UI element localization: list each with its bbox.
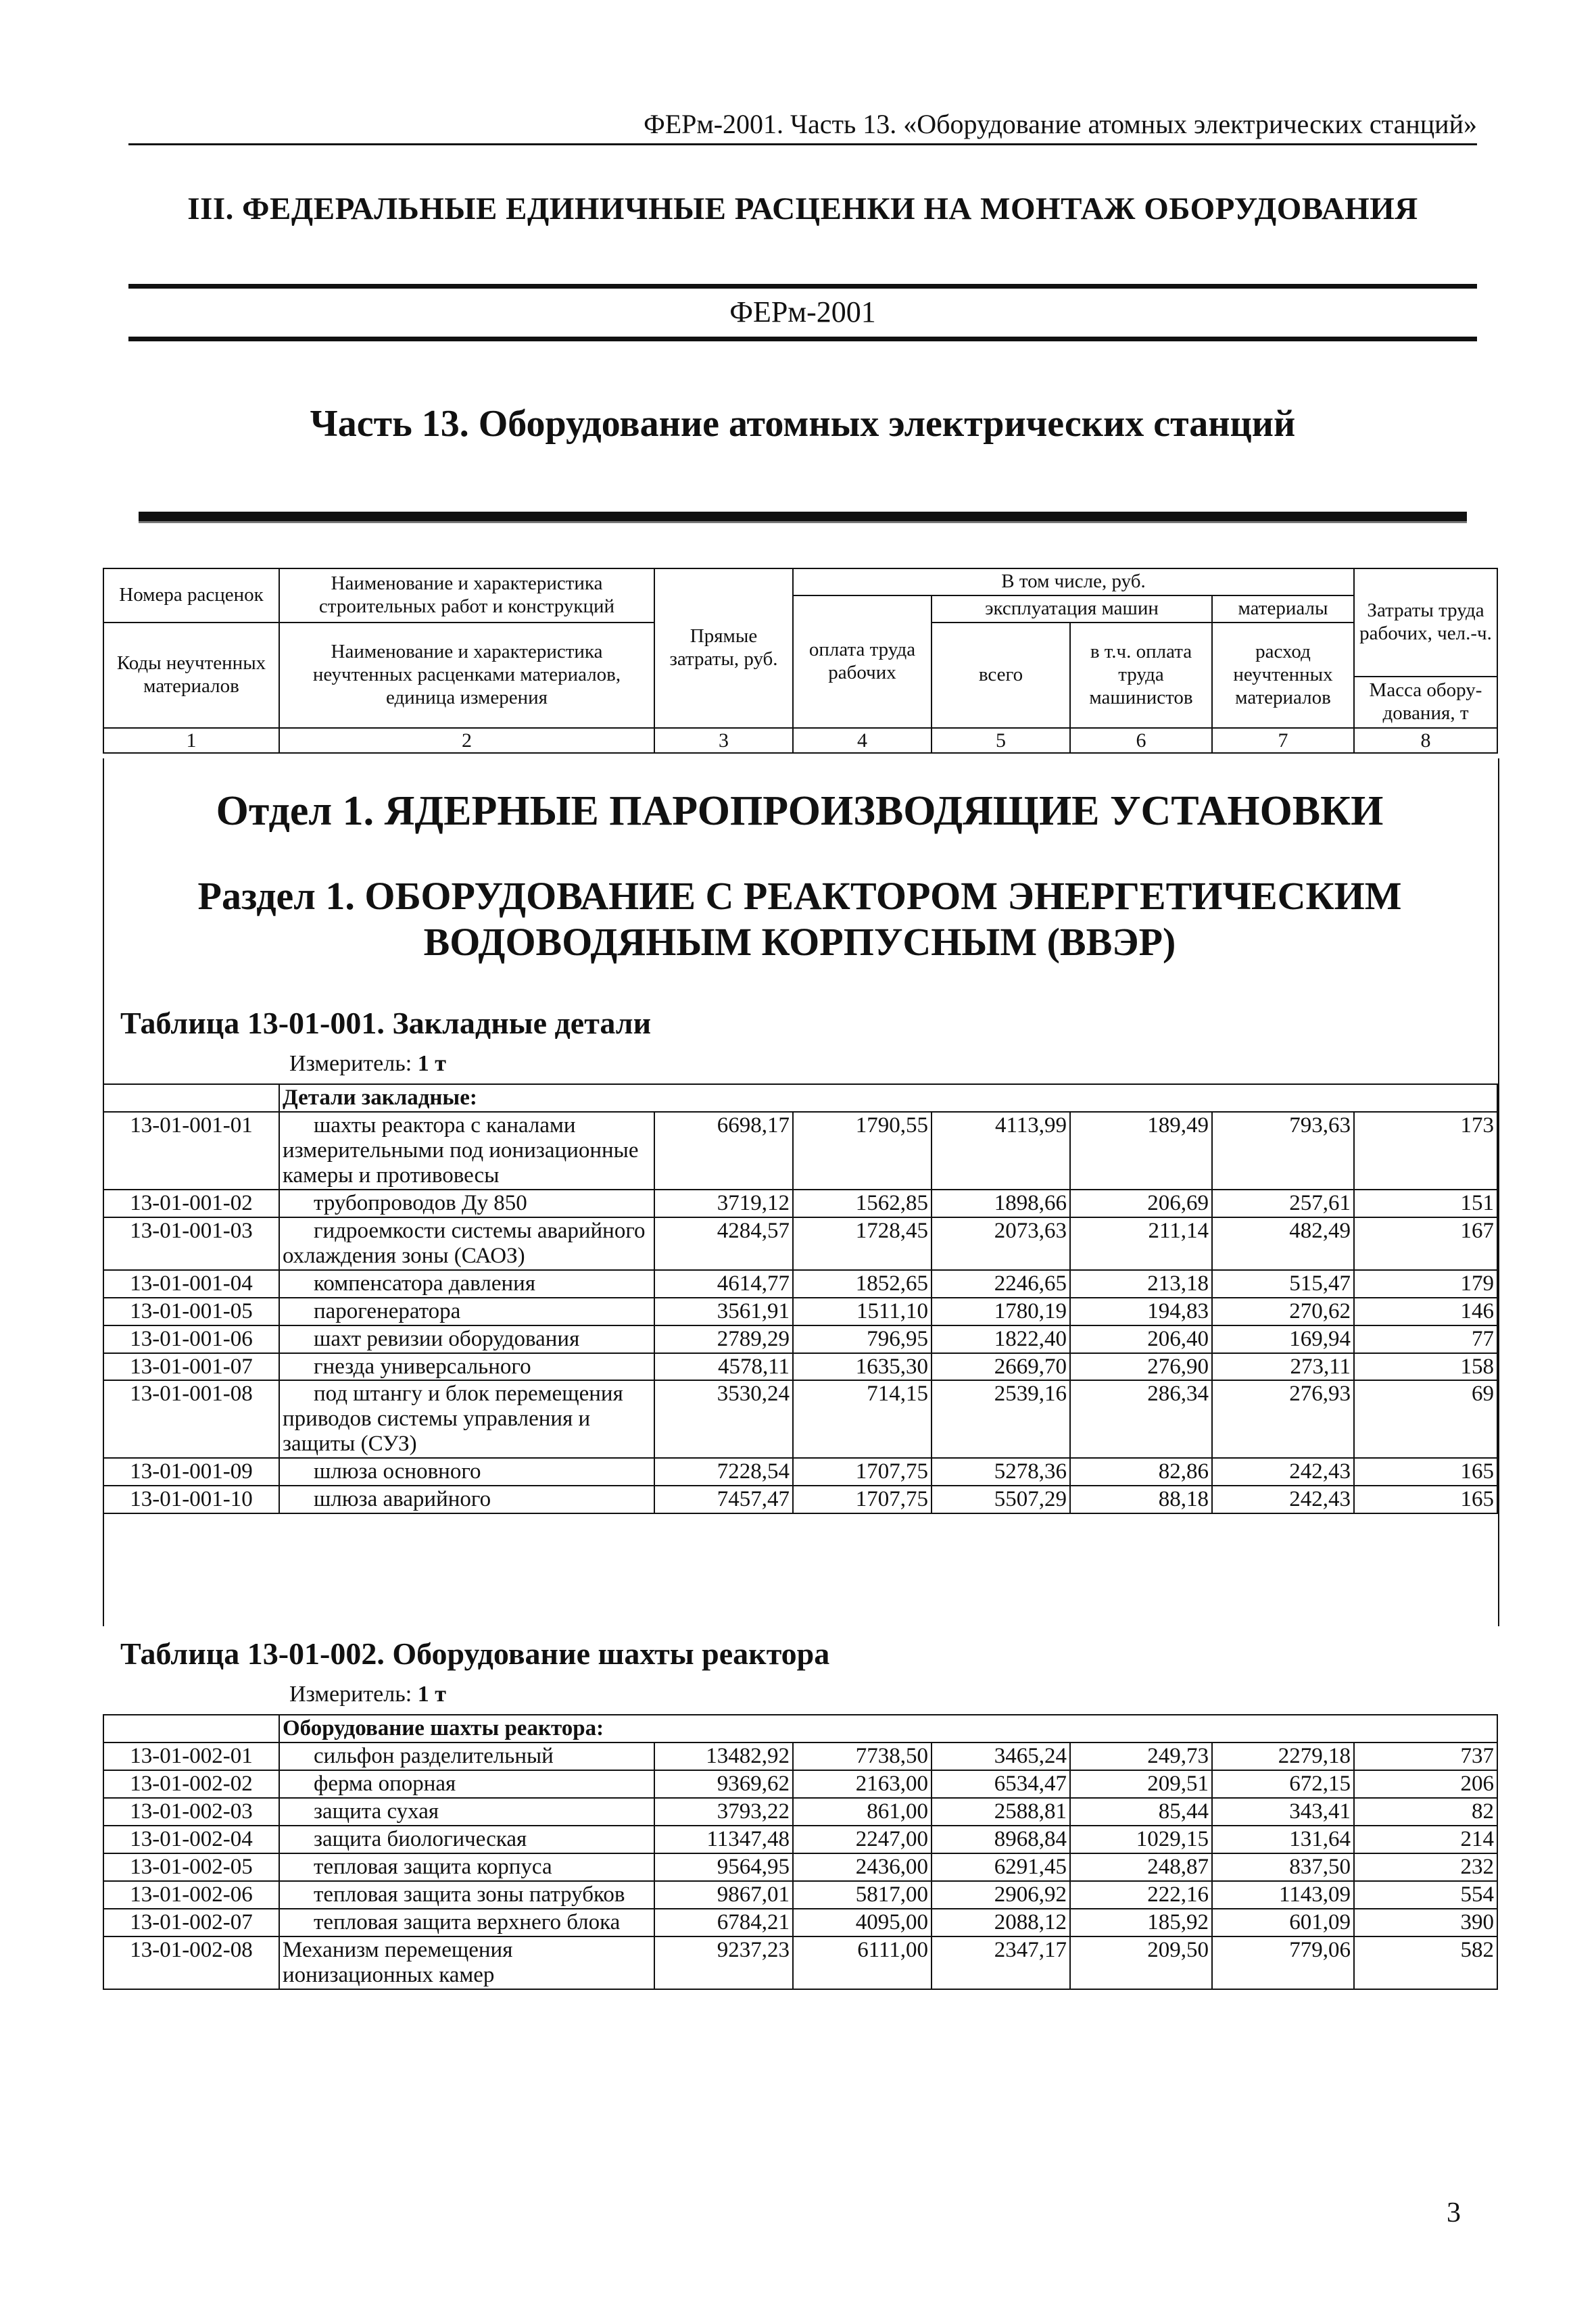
materials-cell: 242,43 xyxy=(1212,1458,1354,1486)
part-title: Часть 13. Оборудование атомных электрических станций xyxy=(310,403,1296,445)
table1-body xyxy=(103,1084,1497,1513)
work-name-text: под штангу и блок перемещения приводов системы управления и защиты (СУЗ) xyxy=(283,1382,623,1457)
header-machines-total: всего xyxy=(932,623,1070,728)
labor-pay-cell: 1707,75 xyxy=(793,1458,932,1486)
labor-hours-cell: 582 xyxy=(1354,1936,1497,1989)
labor-pay-cell: 1511,10 xyxy=(793,1298,932,1325)
column-number: 7 xyxy=(1212,728,1354,753)
machines-total-cell: 1780,19 xyxy=(932,1298,1070,1325)
machinists-pay-cell: 213,18 xyxy=(1070,1270,1212,1298)
materials-cell: 601,09 xyxy=(1212,1909,1354,1936)
direct-costs-cell: 6784,21 xyxy=(654,1909,793,1936)
labor-pay-cell: 861,00 xyxy=(793,1798,932,1826)
direct-costs-cell: 4284,57 xyxy=(654,1217,793,1270)
direct-costs-cell: 3793,22 xyxy=(654,1798,793,1826)
group-code-cell xyxy=(103,1084,279,1112)
labor-hours-cell: 77 xyxy=(1354,1325,1497,1353)
table-row xyxy=(103,1298,1497,1325)
table-row xyxy=(103,1798,1497,1826)
table-row xyxy=(103,1770,1497,1798)
rate-code-cell: 13-01-001-10 xyxy=(103,1486,279,1513)
materials-cell: 343,41 xyxy=(1212,1798,1354,1826)
table1-measure-label: Измеритель: xyxy=(289,1051,412,1076)
table-row xyxy=(103,1380,1497,1458)
table2-measure-value: 1 т xyxy=(417,1682,446,1707)
table-row xyxy=(103,1881,1497,1909)
labor-hours-cell: 158 xyxy=(1354,1353,1497,1381)
machines-total-cell: 2073,63 xyxy=(932,1217,1070,1270)
machines-total-cell: 5507,29 xyxy=(932,1486,1070,1513)
machinists-pay-cell: 194,83 xyxy=(1070,1298,1212,1325)
column-number: 2 xyxy=(279,728,654,753)
work-name-text: тепловая защита зоны патрубков xyxy=(314,1882,625,1907)
rate-code-cell: 13-01-002-02 xyxy=(103,1770,279,1798)
header-col1-bottom: Коды неучтенных материалов xyxy=(103,623,279,728)
table-row xyxy=(103,1325,1497,1353)
machines-total-cell: 5278,36 xyxy=(932,1458,1070,1486)
materials-cell: 482,49 xyxy=(1212,1217,1354,1270)
work-name-text: шлюза аварийного xyxy=(314,1487,491,1512)
work-name-cell xyxy=(279,1770,654,1798)
work-name-cell xyxy=(279,1826,654,1853)
header-machines-incl: в т.ч. оплата труда машинистов xyxy=(1070,623,1212,728)
direct-costs-cell: 4614,77 xyxy=(654,1270,793,1298)
running-head: ФЕРм-2001. Часть 13. «Оборудование атомных электрических станций» xyxy=(644,109,1477,139)
work-name-cell xyxy=(279,1881,654,1909)
rate-code-cell: 13-01-002-01 xyxy=(103,1743,279,1770)
table-row xyxy=(103,1217,1497,1270)
machinists-pay-cell: 206,69 xyxy=(1070,1190,1212,1217)
materials-cell: 779,06 xyxy=(1212,1936,1354,1989)
header-mass: Масса обору-дования, т xyxy=(1354,677,1497,728)
table2 xyxy=(103,1714,1498,1990)
code-line: ФЕРм-2001 xyxy=(729,295,876,328)
rate-code-cell: 13-01-001-01 xyxy=(103,1112,279,1190)
table1 xyxy=(103,1083,1498,1514)
labor-pay-cell: 7738,50 xyxy=(793,1743,932,1770)
labor-pay-cell: 2436,00 xyxy=(793,1853,932,1881)
machines-total-cell: 4113,99 xyxy=(932,1112,1070,1190)
direct-costs-cell: 3530,24 xyxy=(654,1380,793,1458)
direct-costs-cell: 13482,92 xyxy=(654,1743,793,1770)
machines-total-cell: 6534,47 xyxy=(932,1770,1070,1798)
materials-cell: 793,63 xyxy=(1212,1112,1354,1190)
table2-measure xyxy=(289,1682,446,1707)
table2-title: Таблица 13-01-002. Оборудование шахты реактора xyxy=(120,1636,830,1671)
labor-pay-cell: 714,15 xyxy=(793,1380,932,1458)
labor-hours-cell: 232 xyxy=(1354,1853,1497,1881)
labor-hours-cell: 214 xyxy=(1354,1826,1497,1853)
rate-code-cell: 13-01-002-06 xyxy=(103,1881,279,1909)
machines-total-cell: 8968,84 xyxy=(932,1826,1070,1853)
header-labor-pay: оплата труда рабочих xyxy=(793,595,932,728)
table-row xyxy=(103,1909,1497,1936)
work-name-text: тепловая защита корпуса xyxy=(314,1854,552,1879)
header-incl: В том числе, руб. xyxy=(793,568,1354,595)
rate-code-cell: 13-01-001-03 xyxy=(103,1217,279,1270)
table1-title: Таблица 13-01-001. Закладные детали xyxy=(120,1006,652,1040)
code-rule-top xyxy=(128,284,1477,289)
header-col2-bottom: Наименование и характеристика неучтенных расценками материалов, единица измерения xyxy=(279,623,654,728)
header-col1-top: Номера расценок xyxy=(103,568,279,623)
table-row xyxy=(103,1458,1497,1486)
work-name-text: парогенератора xyxy=(314,1298,461,1323)
labor-pay-cell: 6111,00 xyxy=(793,1936,932,1989)
labor-hours-cell: 737 xyxy=(1354,1743,1497,1770)
machines-total-cell: 2246,65 xyxy=(932,1270,1070,1298)
rate-code-cell: 13-01-002-03 xyxy=(103,1798,279,1826)
labor-pay-cell: 2247,00 xyxy=(793,1826,932,1853)
rate-code-cell: 13-01-001-07 xyxy=(103,1353,279,1381)
work-name-cell xyxy=(279,1112,654,1190)
work-name-text: трубопроводов Ду 850 xyxy=(314,1190,527,1215)
work-name-text: гидроемкости системы аварийного охлаждения зоны (САОЗ) xyxy=(283,1218,646,1268)
main-title: III. ФЕДЕРАЛЬНЫЕ ЕДИНИЧНЫЕ РАСЦЕНКИ НА МОНТАЖ ОБОРУДОВАНИЯ xyxy=(187,191,1418,226)
work-name-text: тепловая защита верхнего блока xyxy=(314,1909,621,1934)
column-number: 6 xyxy=(1070,728,1212,753)
header-machines: эксплуатация машин xyxy=(932,595,1212,623)
work-name-cell xyxy=(279,1853,654,1881)
rate-code-cell: 13-01-002-08 xyxy=(103,1936,279,1989)
labor-pay-cell: 1728,45 xyxy=(793,1217,932,1270)
machinists-pay-cell: 248,87 xyxy=(1070,1853,1212,1881)
column-number: 4 xyxy=(793,728,932,753)
table-row xyxy=(103,1112,1497,1190)
work-name-cell xyxy=(279,1458,654,1486)
work-name-cell xyxy=(279,1325,654,1353)
machinists-pay-cell: 211,14 xyxy=(1070,1217,1212,1270)
labor-hours-cell: 390 xyxy=(1354,1909,1497,1936)
materials-cell: 257,61 xyxy=(1212,1190,1354,1217)
table1-group-row xyxy=(103,1084,1497,1112)
razdel-title-line1: Раздел 1. ОБОРУДОВАНИЕ С РЕАКТОРОМ ЭНЕРГЕТИЧЕСКИМ xyxy=(197,874,1402,918)
labor-hours-cell: 554 xyxy=(1354,1881,1497,1909)
machines-total-cell: 2906,92 xyxy=(932,1881,1070,1909)
work-name-cell xyxy=(279,1798,654,1826)
labor-hours-cell: 173 xyxy=(1354,1112,1497,1190)
header-col3: Прямые затраты, руб. xyxy=(654,568,793,728)
work-name-text: ферма опорная xyxy=(314,1771,456,1796)
work-name-cell xyxy=(279,1936,654,1989)
machines-total-cell: 1822,40 xyxy=(932,1325,1070,1353)
machines-total-cell: 2347,17 xyxy=(932,1936,1070,1989)
machinists-pay-cell: 1029,15 xyxy=(1070,1826,1212,1853)
machinists-pay-cell: 88,18 xyxy=(1070,1486,1212,1513)
table-row xyxy=(103,1486,1497,1513)
otdel-title: Отдел 1. ЯДЕРНЫЕ ПАРОПРОИЗВОДЯЩИЕ УСТАНОВКИ xyxy=(216,788,1384,834)
direct-costs-cell: 3561,91 xyxy=(654,1298,793,1325)
table2-body xyxy=(103,1715,1497,1989)
materials-cell: 672,15 xyxy=(1212,1770,1354,1798)
work-name-text: шлюза основного xyxy=(314,1459,481,1484)
labor-pay-cell: 1707,75 xyxy=(793,1486,932,1513)
rate-code-cell: 13-01-001-04 xyxy=(103,1270,279,1298)
header-labor-costs: Затраты труда рабочих, чел.-ч. xyxy=(1354,568,1497,677)
labor-hours-cell: 167 xyxy=(1354,1217,1497,1270)
work-name-cell xyxy=(279,1353,654,1381)
column-header-table xyxy=(103,568,1498,754)
work-name-cell xyxy=(279,1298,654,1325)
direct-costs-cell: 3719,12 xyxy=(654,1190,793,1217)
group-code-cell xyxy=(103,1715,279,1743)
code-rule-bottom xyxy=(128,337,1477,341)
rate-code-cell: 13-01-001-06 xyxy=(103,1325,279,1353)
labor-pay-cell: 4095,00 xyxy=(793,1909,932,1936)
table2-group-row xyxy=(103,1715,1497,1743)
labor-pay-cell: 1562,85 xyxy=(793,1190,932,1217)
rate-code-cell: 13-01-001-05 xyxy=(103,1298,279,1325)
work-name-text: гнезда универсального xyxy=(314,1354,531,1379)
direct-costs-cell: 2789,29 xyxy=(654,1325,793,1353)
table-row xyxy=(103,1353,1497,1381)
razdel-title-line2: ВОДОВОДЯНЫМ КОРПУСНЫМ (ВВЭР) xyxy=(423,919,1176,964)
table-row xyxy=(103,1743,1497,1770)
machines-total-cell: 2588,81 xyxy=(932,1798,1070,1826)
machinists-pay-cell: 189,49 xyxy=(1070,1112,1212,1190)
labor-pay-cell: 1790,55 xyxy=(793,1112,932,1190)
machinists-pay-cell: 249,73 xyxy=(1070,1743,1212,1770)
materials-cell: 273,11 xyxy=(1212,1353,1354,1381)
machines-total-cell: 1898,66 xyxy=(932,1190,1070,1217)
work-name-text: компенсатора давления xyxy=(314,1271,536,1296)
labor-hours-cell: 82 xyxy=(1354,1798,1497,1826)
direct-costs-cell: 9867,01 xyxy=(654,1881,793,1909)
labor-hours-cell: 179 xyxy=(1354,1270,1497,1298)
column-number: 1 xyxy=(103,728,279,753)
part-rule xyxy=(139,512,1467,523)
table1-measure-value: 1 т xyxy=(417,1051,446,1076)
direct-costs-cell: 7228,54 xyxy=(654,1458,793,1486)
materials-cell: 1143,09 xyxy=(1212,1881,1354,1909)
page-number: 3 xyxy=(1447,2197,1461,2228)
machinists-pay-cell: 82,86 xyxy=(1070,1458,1212,1486)
materials-cell: 131,64 xyxy=(1212,1826,1354,1853)
table-row xyxy=(103,1826,1497,1853)
materials-cell: 276,93 xyxy=(1212,1380,1354,1458)
table-row xyxy=(103,1270,1497,1298)
labor-hours-cell: 165 xyxy=(1354,1458,1497,1486)
table2-measure-label: Измеритель: xyxy=(289,1682,412,1707)
direct-costs-cell: 9237,23 xyxy=(654,1936,793,1989)
labor-hours-cell: 151 xyxy=(1354,1190,1497,1217)
labor-pay-cell: 5817,00 xyxy=(793,1881,932,1909)
table-row xyxy=(103,1190,1497,1217)
machinists-pay-cell: 276,90 xyxy=(1070,1353,1212,1381)
work-name-cell xyxy=(279,1217,654,1270)
machines-total-cell: 3465,24 xyxy=(932,1743,1070,1770)
direct-costs-cell: 9369,62 xyxy=(654,1770,793,1798)
direct-costs-cell: 4578,11 xyxy=(654,1353,793,1381)
labor-hours-cell: 69 xyxy=(1354,1380,1497,1458)
machinists-pay-cell: 209,51 xyxy=(1070,1770,1212,1798)
materials-cell: 242,43 xyxy=(1212,1486,1354,1513)
machines-total-cell: 2539,16 xyxy=(932,1380,1070,1458)
work-name-text: защита биологическая xyxy=(314,1826,527,1851)
razdel-title xyxy=(103,873,1497,965)
table2-group-label: Оборудование шахты реактора: xyxy=(279,1715,1497,1743)
work-name-text: защита сухая xyxy=(314,1799,439,1824)
machines-total-cell: 2088,12 xyxy=(932,1909,1070,1936)
direct-costs-cell: 11347,48 xyxy=(654,1826,793,1853)
materials-cell: 2279,18 xyxy=(1212,1743,1354,1770)
rate-code-cell: 13-01-001-09 xyxy=(103,1458,279,1486)
header-materials: материалы xyxy=(1212,595,1354,623)
direct-costs-cell: 7457,47 xyxy=(654,1486,793,1513)
materials-cell: 837,50 xyxy=(1212,1853,1354,1881)
labor-hours-cell: 146 xyxy=(1354,1298,1497,1325)
machinists-pay-cell: 209,50 xyxy=(1070,1936,1212,1989)
header-rule xyxy=(128,143,1477,145)
machinists-pay-cell: 222,16 xyxy=(1070,1881,1212,1909)
machinists-pay-cell: 85,44 xyxy=(1070,1798,1212,1826)
table1-group-label: Детали закладные: xyxy=(279,1084,1497,1112)
rate-code-cell: 13-01-002-07 xyxy=(103,1909,279,1936)
rate-code-cell: 13-01-001-02 xyxy=(103,1190,279,1217)
header-materials-unacc: расход неучтенных материалов xyxy=(1212,623,1354,728)
labor-pay-cell: 2163,00 xyxy=(793,1770,932,1798)
work-name-cell xyxy=(279,1380,654,1458)
labor-hours-cell: 165 xyxy=(1354,1486,1497,1513)
work-name-text: шахт ревизии оборудования xyxy=(314,1326,580,1351)
labor-pay-cell: 796,95 xyxy=(793,1325,932,1353)
machines-total-cell: 6291,45 xyxy=(932,1853,1070,1881)
table-row xyxy=(103,1853,1497,1881)
labor-hours-cell: 206 xyxy=(1354,1770,1497,1798)
rate-code-cell: 13-01-002-05 xyxy=(103,1853,279,1881)
work-name-cell xyxy=(279,1743,654,1770)
direct-costs-cell: 6698,17 xyxy=(654,1112,793,1190)
labor-pay-cell: 1852,65 xyxy=(793,1270,932,1298)
machinists-pay-cell: 185,92 xyxy=(1070,1909,1212,1936)
direct-costs-cell: 9564,95 xyxy=(654,1853,793,1881)
materials-cell: 169,94 xyxy=(1212,1325,1354,1353)
work-name-cell xyxy=(279,1909,654,1936)
materials-cell: 270,62 xyxy=(1212,1298,1354,1325)
materials-cell: 515,47 xyxy=(1212,1270,1354,1298)
table-row xyxy=(103,1936,1497,1989)
header-col2-top: Наименование и характеристика строительных работ и конструкций xyxy=(279,568,654,623)
column-number: 8 xyxy=(1354,728,1497,753)
labor-pay-cell: 1635,30 xyxy=(793,1353,932,1381)
work-name-text: Механизм перемещения ионизационных камер xyxy=(283,1937,513,1987)
machines-total-cell: 2669,70 xyxy=(932,1353,1070,1381)
column-number: 3 xyxy=(654,728,793,753)
machinists-pay-cell: 286,34 xyxy=(1070,1380,1212,1458)
work-name-text: сильфон разделительный xyxy=(314,1743,554,1768)
work-name-cell xyxy=(279,1190,654,1217)
rate-code-cell: 13-01-002-04 xyxy=(103,1826,279,1853)
rate-code-cell: 13-01-001-08 xyxy=(103,1380,279,1458)
work-name-cell xyxy=(279,1486,654,1513)
column-number: 5 xyxy=(932,728,1070,753)
work-name-text: шахты реактора с каналами измерительными под ионизационные камеры и противовесы xyxy=(283,1113,639,1188)
table1-measure xyxy=(289,1051,446,1077)
work-name-cell xyxy=(279,1270,654,1298)
machinists-pay-cell: 206,40 xyxy=(1070,1325,1212,1353)
